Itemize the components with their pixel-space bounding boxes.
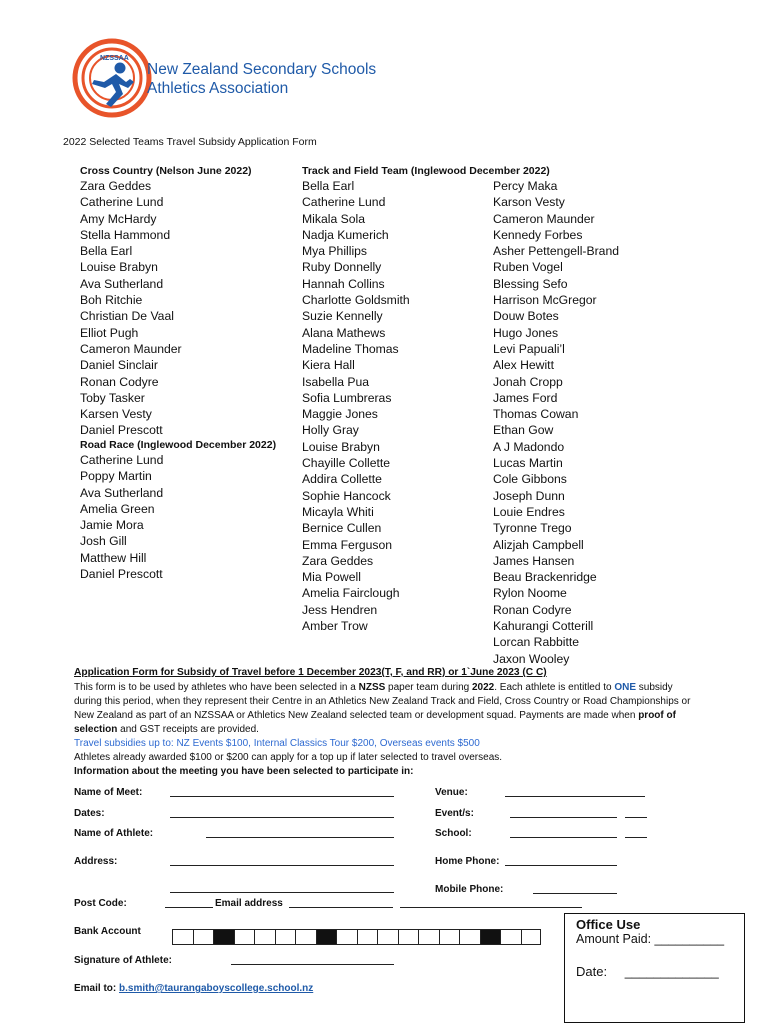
name-of-meet-field[interactable]: [170, 796, 394, 797]
athlete-name: Boh Ritchie: [80, 293, 143, 308]
school-label: School:: [435, 828, 472, 839]
cross-country-team: [80, 164, 252, 439]
athlete-name: Cole Gibbons: [493, 472, 567, 487]
home-phone-field[interactable]: [505, 865, 617, 866]
athlete-name: Cameron Maunder: [80, 341, 182, 356]
para-text-1: This form is to be used by athletes who have been selected in a: [74, 682, 359, 693]
name-of-athlete-field[interactable]: [206, 837, 394, 838]
athlete-name: Daniel Prescott: [80, 567, 163, 582]
post-code-label: Post Code:: [74, 898, 127, 909]
logo-text: NZSSAA: [100, 55, 129, 62]
road-race-heading: Road Race (Inglewood December 2022): [80, 439, 277, 451]
athlete-name: Karsen Vesty: [80, 407, 152, 422]
para-text-4: subsidy during this period, when they represent their Centre in an Athletics New Zealand Track and Field, Cross Country or Road Championships or New Zealand as part of an NZSSAA or Athletics New Zealand selected team or development squad. Payments are made when: [74, 682, 691, 721]
athlete-name: Alana Mathews: [302, 325, 386, 340]
athlete-name: Ethan Gow: [493, 423, 554, 438]
bank-digit-box[interactable]: [275, 929, 296, 945]
athlete-name: Catherine Lund: [80, 453, 164, 467]
athlete-name: Louise Brabyn: [80, 260, 158, 275]
athlete-name: Harrison McGregor: [493, 293, 597, 308]
athlete-name: Jonah Cropp: [493, 374, 563, 389]
athlete-name: Douw Botes: [493, 309, 559, 324]
office-date-line: _____________: [624, 964, 719, 979]
bank-digit-box[interactable]: [521, 929, 542, 945]
para-text-3: . Each athlete is entitled to: [494, 682, 615, 693]
mobile-phone-label: Mobile Phone:: [435, 884, 504, 895]
bank-separator-box: [480, 929, 501, 945]
athlete-name: Amelia Fairclough: [302, 586, 400, 601]
athlete-name: Poppy Martin: [80, 469, 152, 484]
athlete-name: Louie Endres: [493, 504, 565, 519]
athlete-name: Asher Pettengell-Brand: [493, 244, 620, 259]
para-text-5: and GST receipts are provided.: [117, 724, 259, 735]
road-race-team: [80, 438, 276, 582]
topup-note: Athletes already awarded $100 or $200 can apply for a top up if later selected to travel overseas.: [74, 752, 503, 763]
athlete-name: Ava Sutherland: [80, 276, 164, 291]
office-use-box: [564, 913, 745, 1023]
athlete-name: Ronan Codyre: [493, 602, 572, 617]
bank-account-label: Bank Account: [74, 926, 141, 937]
events-field-extra[interactable]: [625, 817, 647, 818]
org-name: [147, 60, 376, 98]
athlete-name: Ava Sutherland: [80, 485, 164, 500]
athlete-name: Josh Gill: [80, 534, 127, 549]
bank-digit-box[interactable]: [357, 929, 378, 945]
office-date-field[interactable]: [576, 964, 719, 979]
athlete-name: Zara Geddes: [80, 179, 152, 193]
events-field[interactable]: [510, 817, 617, 818]
athlete-name: Mikala Sola: [302, 211, 365, 226]
nzssaa-logo: [72, 38, 152, 118]
athlete-name: Alex Hewitt: [493, 358, 554, 373]
meeting-info-heading: Information about the meeting you have been selected to participate in:: [74, 766, 414, 777]
para-one: ONE: [614, 682, 636, 693]
subsidy-amounts: Travel subsidies up to: NZ Events $100, Internal Classics Tour $200, Overseas events $500: [74, 738, 480, 749]
athlete-name: Ruby Donnelly: [302, 260, 382, 275]
road-race-names: [80, 452, 276, 582]
athlete-name: Kennedy Forbes: [493, 227, 583, 242]
home-phone-label: Home Phone:: [435, 856, 500, 867]
application-title: Application Form for Subsidy of Travel before 1 December 2023(T, F, and RR) or 1`June 2023 (C C): [74, 667, 547, 678]
venue-label: Venue:: [435, 787, 468, 798]
athlete-name: Matthew Hill: [80, 550, 147, 565]
athlete-name: Cameron Maunder: [493, 211, 595, 226]
events-label: Event/s:: [435, 808, 474, 819]
bank-digit-box[interactable]: [193, 929, 214, 945]
mobile-phone-field[interactable]: [533, 893, 617, 894]
office-date-label: Date:: [576, 964, 608, 979]
athlete-name: Suzie Kennelly: [302, 309, 383, 324]
athlete-name: Lucas Martin: [493, 456, 563, 471]
cross-country-names: [80, 178, 252, 439]
amount-paid-field[interactable]: Amount Paid: __________: [576, 932, 725, 946]
address-field-line2[interactable]: [170, 892, 394, 893]
bank-digit-box[interactable]: [418, 929, 439, 945]
athlete-name: Kahurangi Cotterill: [493, 619, 594, 634]
bank-digit-box[interactable]: [336, 929, 357, 945]
athlete-name: Addira Collette: [302, 472, 382, 487]
bank-digit-box[interactable]: [459, 929, 480, 945]
email-address-field-extra[interactable]: [400, 907, 582, 908]
cross-country-heading: Cross Country (Nelson June 2022): [80, 165, 252, 177]
athlete-name: Isabella Pua: [302, 374, 370, 389]
athlete-name: Blessing Sefo: [493, 276, 568, 291]
athlete-name: Lorcan Rabbitte: [493, 635, 580, 650]
athlete-name: Karson Vesty: [493, 195, 565, 210]
athlete-name: Catherine Lund: [302, 195, 386, 210]
signature-field[interactable]: [231, 964, 394, 965]
athlete-name: Jamie Mora: [80, 518, 144, 533]
athlete-name: Jaxon Wooley: [493, 651, 570, 666]
athlete-name: Mya Phillips: [302, 244, 368, 259]
org-name-line1: New Zealand Secondary Schools: [147, 61, 377, 78]
athlete-name: Daniel Sinclair: [80, 358, 158, 373]
para-year: 2022: [472, 682, 495, 693]
athlete-name: Joseph Dunn: [493, 488, 565, 503]
athlete-name: Thomas Cowan: [493, 407, 579, 422]
track-field-heading: Track and Field Team (Inglewood December 2022): [302, 165, 550, 177]
athlete-name: Toby Tasker: [80, 390, 145, 405]
track-field-names-col2: [493, 178, 619, 667]
track-field-team-col2: [493, 178, 619, 667]
email-address-label: Email address: [215, 898, 283, 909]
address-field[interactable]: [170, 865, 394, 866]
athlete-name: Percy Maka: [493, 179, 558, 193]
name-of-meet-label: Name of Meet:: [74, 787, 143, 798]
athlete-name: Ronan Codyre: [80, 374, 159, 389]
athlete-name: Amy McHardy: [80, 211, 157, 226]
athlete-name: Beau Brackenridge: [493, 570, 597, 585]
email-to-label: Email to:: [74, 983, 117, 994]
athlete-name: Hannah Collins: [302, 276, 385, 291]
school-field-extra[interactable]: [625, 837, 647, 838]
athlete-name: Amber Trow: [302, 619, 368, 634]
athlete-name: James Ford: [493, 390, 558, 405]
dates-label: Dates:: [74, 808, 105, 819]
athlete-name: Christian De Vaal: [80, 309, 174, 324]
athlete-name: Catherine Lund: [80, 195, 164, 210]
signature-label: Signature of Athlete:: [74, 955, 172, 966]
athlete-name: James Hansen: [493, 553, 575, 568]
bank-digit-box[interactable]: [377, 929, 398, 945]
athlete-name: Mia Powell: [302, 570, 361, 585]
bank-digit-box[interactable]: [398, 929, 419, 945]
address-label: Address:: [74, 856, 118, 867]
athlete-name: Alizjah Campbell: [493, 537, 584, 552]
bank-digit-box[interactable]: [172, 929, 193, 945]
application-paragraph: [74, 681, 694, 737]
athlete-name: Holly Gray: [302, 423, 359, 438]
bank-digit-box[interactable]: [295, 929, 316, 945]
bank-account-boxes[interactable]: [172, 929, 541, 945]
para-nzss: NZSS: [358, 682, 386, 693]
email-to-link[interactable]: b.smith@taurangaboyscollege.school.nz: [119, 983, 314, 994]
post-code-field[interactable]: [165, 907, 213, 908]
email-to-line: [74, 983, 313, 994]
athlete-name: Charlotte Goldsmith: [302, 293, 410, 308]
athlete-name: Amelia Green: [80, 501, 155, 516]
athlete-name: Bernice Cullen: [302, 521, 382, 536]
para-proof: proof of selection: [74, 710, 676, 735]
bank-digit-box[interactable]: [500, 929, 521, 945]
athlete-name: Emma Ferguson: [302, 537, 393, 552]
athlete-name: Sofia Lumbreras: [302, 390, 392, 405]
bank-separator-box: [316, 929, 337, 945]
athlete-name: A J Madondo: [493, 439, 565, 454]
dates-field[interactable]: [170, 817, 394, 818]
athlete-name: Micayla Whiti: [302, 504, 374, 519]
athlete-name: Louise Brabyn: [302, 439, 380, 454]
athlete-name: Elliot Pugh: [80, 325, 139, 340]
athlete-name: Rylon Noome: [493, 586, 567, 601]
athlete-name: Jess Hendren: [302, 602, 378, 617]
name-of-athlete-label: Name of Athlete:: [74, 828, 154, 839]
athlete-name: Bella Earl: [302, 179, 355, 193]
venue-field[interactable]: [505, 796, 645, 797]
athlete-name: Stella Hammond: [80, 227, 171, 242]
athlete-name: Hugo Jones: [493, 325, 559, 340]
form-title: 2022 Selected Teams Travel Subsidy Application Form: [63, 136, 317, 148]
athlete-name: Sophie Hancock: [302, 488, 391, 503]
bank-digit-box[interactable]: [234, 929, 255, 945]
athlete-name: Levi Papuali’l: [493, 341, 565, 356]
email-address-field[interactable]: [289, 907, 393, 908]
athlete-name: Ruben Vogel: [493, 260, 563, 275]
athlete-name: Nadja Kumerich: [302, 227, 389, 242]
athlete-name: Maggie Jones: [302, 407, 378, 422]
athlete-name: Chayille Collette: [302, 456, 391, 471]
athlete-name: Tyronne Trego: [493, 521, 572, 536]
bank-separator-box: [213, 929, 234, 945]
athlete-name: Zara Geddes: [302, 553, 374, 568]
bank-digit-box[interactable]: [439, 929, 460, 945]
athlete-name: Bella Earl: [80, 244, 133, 259]
athlete-name: Kiera Hall: [302, 358, 355, 373]
office-use-title: Office Use: [576, 917, 641, 932]
para-text-2: paper team during: [385, 682, 472, 693]
school-field[interactable]: [510, 837, 617, 838]
athlete-name: Madeline Thomas: [302, 341, 399, 356]
athlete-name: Daniel Prescott: [80, 423, 163, 438]
bank-digit-box[interactable]: [254, 929, 275, 945]
org-name-line2: Athletics Association: [147, 80, 289, 97]
